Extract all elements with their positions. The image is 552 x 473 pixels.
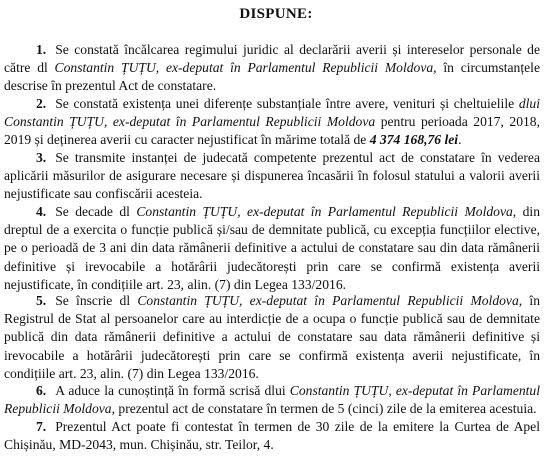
person-name: Constantin ȚUȚU, ex-deputat în Parlamentul Republicii Moldova, bbox=[54, 60, 437, 76]
paragraph-text: Se transmite instanței de judecată competente prezentul act de constatare în vederea aplicării măsurilor de asigurare necesare și dispunerea încasării în folosul statului a valorii averii nejustificate sau confiscării acesteia. bbox=[4, 150, 540, 202]
paragraph-number: 1. bbox=[36, 42, 47, 57]
person-name: Constantin ȚUȚU, ex-deputat în Parlamentul Republicii Moldova, bbox=[137, 293, 523, 308]
paragraph-3 bbox=[4, 149, 540, 204]
paragraph-6 bbox=[4, 382, 540, 418]
paragraph-5 bbox=[4, 292, 540, 383]
paragraph-text: . bbox=[458, 132, 462, 148]
paragraph-4 bbox=[4, 203, 540, 294]
paragraph-2 bbox=[4, 95, 540, 150]
paragraph-number: 3. bbox=[36, 150, 47, 165]
person-name: dlui Constantin ȚUȚU, ex-deputat în Parlamentul Republicii Moldova bbox=[4, 96, 540, 130]
section-heading: DISPUNE: bbox=[239, 6, 313, 22]
person-name: Constantin ȚUȚU, ex-deputat în Parlamentul Republicii Moldova, bbox=[136, 204, 517, 219]
paragraph-number: 7. bbox=[36, 419, 47, 434]
paragraph-text: în Registrul de Stat al persoanelor care au interdicție de a ocupa o funcție publică sau de demnitate publică din data rămânerii definitive a actului de constatare sau data rămânerii definitive și irevocabile a hotărârii judecătorești prin care se confirmă existența averii nejustificate, în condițiile art. 23, alin. (7) din Legea 133/2016. bbox=[4, 293, 540, 381]
paragraph-number: 5. bbox=[36, 293, 47, 308]
paragraph-1 bbox=[4, 41, 540, 96]
paragraph-text: prezentul act de constatare în termen de 5 (cinci) zile de la emiterea acestuia. bbox=[115, 401, 537, 417]
paragraph-text: în circumstanțele descrise în prezentul Act de constatare. bbox=[4, 60, 540, 94]
paragraph-number: 2. bbox=[36, 96, 47, 111]
paragraph-number: 4. bbox=[36, 204, 47, 219]
paragraph-text: Se decade dl bbox=[55, 204, 137, 219]
paragraph-text: Prezentul Act poate fi contestat în termen de 30 zile de la emitere la Curtea de Apel Chișinău, MD-2043, mun. Chișinău, str. Teilor, 4. bbox=[4, 419, 540, 453]
paragraph-text: Se constată încălcarea regimului juridic al declarării averii și intereselor personale de către dl bbox=[4, 42, 540, 76]
paragraph-text: A aduce la cunoștință în formă scrisă dlui bbox=[55, 383, 290, 398]
paragraph-text: pentru perioada 2017, 2018, 2019 și deținerea averii cu caracter nejustificat în mărime totală de bbox=[4, 114, 541, 148]
paragraph-7 bbox=[4, 418, 540, 454]
paragraph-number: 6. bbox=[36, 383, 47, 398]
paragraph-text: Se constată existența unei diferențe substanțiale între avere, venituri și cheltuielile bbox=[55, 96, 519, 111]
paragraph-text: din dreptul de a exercita o funcție publică și/sau de demnitate publică, cu excepția funcțiilor elective, pe o perioadă de 3 ani din data rămânerii definitive a actului de constatare sau din data rămânerii definitive și irevocabile a hotărârii judecătorești prin care se confirmă existența averii nejustificate, în condițiile art. 23, alin. (7) din Legea 133/2016. bbox=[4, 204, 540, 292]
total-amount: 4 374 168,76 lei bbox=[369, 132, 459, 148]
paragraph-text: Se înscrie dl bbox=[55, 293, 138, 308]
person-name: Constantin ȚUȚU, ex-deputat în Parlamentul Republicii Moldova, bbox=[4, 383, 541, 417]
